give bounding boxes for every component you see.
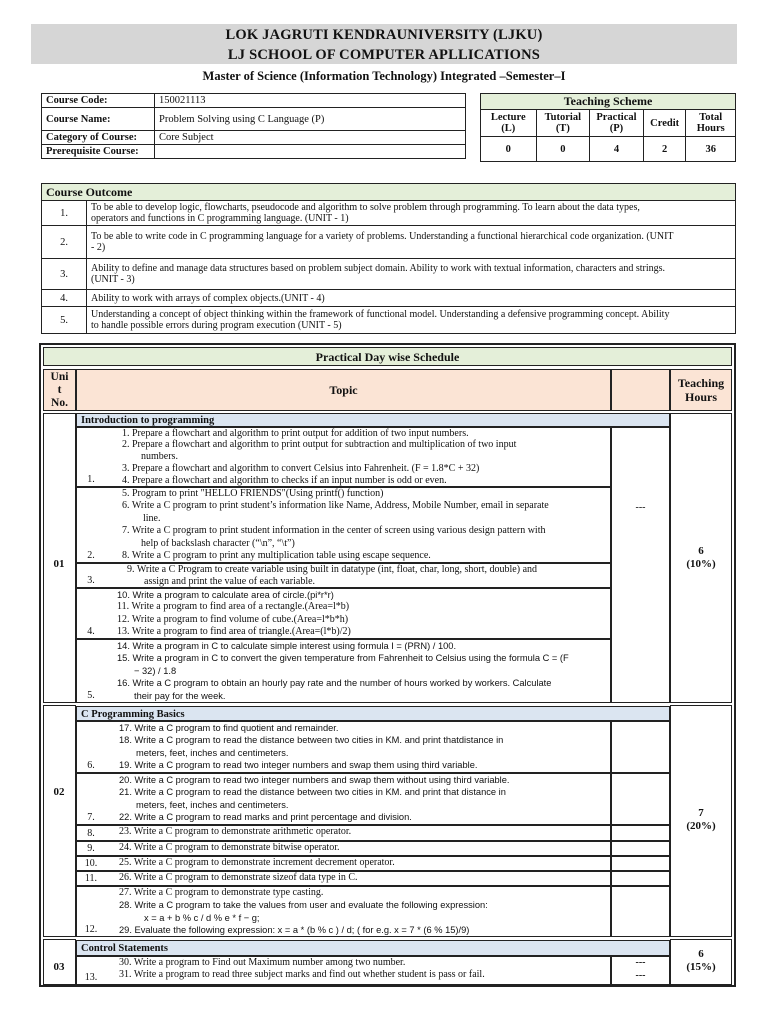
teaching-hours — [669, 948, 733, 974]
program-line: 14. Write a program in C to calculate simple interest using formula I = (PRN) / 100. — [117, 640, 457, 651]
row-number: 6. — [87, 760, 95, 771]
program-line: 21. Write a C program to read the distance between two cities in KM. and print that distance in — [119, 787, 506, 797]
program-line: 25. Write a C program to demonstrate increment decrement operator. — [119, 856, 395, 868]
teaching-hours-line: (10%) — [686, 558, 716, 570]
course-outcome-row — [42, 201, 736, 226]
program-line: meters, feet, inches and centimeters. — [136, 747, 289, 758]
program-line: line. — [143, 512, 161, 524]
program-line: 23. Write a C program to demonstrate arithmetic operator. — [119, 825, 352, 837]
unit-number: 02 — [53, 786, 65, 798]
program-line: 9. Write a C Program to create variable using built in datatype (int, float, char, long, short, double) and — [127, 563, 538, 575]
blank-cell — [611, 856, 670, 871]
program-line: 31. Write a program to read three subject marks and find out whether student is pass or fail. — [119, 969, 485, 980]
teaching-scheme-title: Teaching Scheme — [481, 94, 736, 110]
program-line: 18. Write a C program to read the distance between two cities in KM. and print thatdistance in — [119, 735, 504, 745]
course-name-value: Problem Solving using C Language (P) — [155, 108, 466, 131]
category-value: Core Subject — [155, 131, 466, 145]
course-outcome-table — [41, 183, 736, 334]
program-line: 20. Write a C program to read two integer numbers and swap them without using third variable. — [119, 774, 510, 785]
program-line: 4. Prepare a flowchart and algorithm to checks if an input number is odd or even. — [122, 474, 447, 486]
dash-mark: --- — [635, 970, 646, 981]
course-name-label: Course Name: — [42, 108, 155, 131]
course-outcome-number: 3. — [42, 259, 87, 290]
program-line: 27. Write a C program to demonstrate type casting. — [119, 886, 324, 898]
course-outcome-line: To be able to develop logic, flowcharts, pseudocode and algorithm to solve problem through programming. To learn about the data types, — [91, 202, 640, 213]
program-line: 5. Program to print "HELLO FRIENDS"(Using printf() function) — [122, 487, 384, 499]
row-number: 9. — [87, 843, 95, 854]
program-line: 8. Write a C program to print any multiplication table using escape sequence. — [122, 550, 431, 561]
teaching-hours-line: 6 — [698, 948, 704, 960]
course-outcome-number: 5. — [42, 307, 87, 334]
hours-column-header — [670, 369, 732, 411]
teaching-scheme-value: 4 — [590, 137, 644, 162]
program-line: 2. Prepare a flowchart and algorithm to print output for subtraction and multiplication of two input — [122, 439, 517, 451]
teaching-hours — [669, 807, 733, 833]
program-line: help of backslash character (“\n”, “\t”) — [141, 537, 295, 549]
teaching-scheme-header-line: Hours — [696, 123, 725, 134]
unit-number: 03 — [53, 961, 65, 973]
program-line: 11. Write a program to find area of a rectangle.(Area=l*b) — [117, 601, 350, 612]
course-outcome-row — [42, 290, 736, 307]
unit-number: 01 — [53, 558, 65, 570]
topic-column-header: Topic — [76, 369, 611, 411]
section-title: Control Statements — [76, 940, 670, 956]
university-name: LOK JAGRUTI KENDRAUNIVERSITY (LJKU) — [225, 27, 543, 43]
prerequisite-label: Prerequisite Course: — [42, 145, 155, 159]
course-outcome-number: 2. — [42, 226, 87, 259]
unit-cell — [43, 705, 76, 937]
course-info-table — [41, 93, 466, 159]
course-outcome-line: to handle possible errors during program execution (UNIT - 5) — [91, 320, 342, 331]
section-title: C Programming Basics — [76, 706, 670, 721]
teaching-hours-line: (20%) — [686, 820, 716, 832]
row-number: 13. — [84, 972, 98, 983]
course-outcome-line: operators and functions in C programming language. (UNIT - 1) — [91, 213, 349, 224]
course-outcome-row — [42, 307, 736, 334]
program-line: 3. Prepare a flowchart and algorithm to convert Celsius into Fahrenheit. (F = 1.8*C + 32) — [122, 462, 480, 474]
course-outcome-number: 1. — [42, 201, 87, 226]
course-outcome-row — [42, 226, 736, 259]
schedule-title: Practical Day wise Schedule — [43, 347, 732, 366]
teaching-scheme-value: 2 — [643, 137, 686, 162]
teaching-scheme-value: 0 — [481, 137, 537, 162]
program-line: numbers. — [141, 451, 178, 463]
teaching-scheme-header-line: Credit — [650, 117, 680, 129]
program-line: assign and print the value of each variable. — [144, 575, 316, 587]
program-line: their pay for the week. — [134, 690, 226, 701]
row-number: 10. — [84, 858, 98, 869]
section-title: Introduction to programming — [76, 413, 670, 427]
course-code-label: Course Code: — [42, 94, 155, 108]
teaching-scheme-header — [643, 110, 686, 137]
teaching-scheme-value: 36 — [686, 137, 736, 162]
teaching-scheme-header — [686, 110, 736, 137]
course-code-value: 150021113 — [155, 94, 466, 108]
program-line: 13. Write a program to find area of triangle.(Area=(l*b)/2) — [117, 626, 351, 637]
teaching-scheme-header-line: Lecture — [490, 112, 526, 123]
program-line: meters, feet, inches and centimeters. — [136, 799, 289, 810]
prerequisite-value — [155, 145, 466, 159]
teaching-scheme-header-line: (L) — [501, 123, 516, 134]
dash-mark: --- — [635, 502, 646, 513]
teaching-scheme-header — [590, 110, 644, 137]
category-label: Category of Course: — [42, 131, 155, 145]
unit-header-line: Uni — [50, 371, 69, 383]
program-line: 22. Write a C program to read marks and print percentage and division. — [119, 812, 412, 822]
course-outcome-text — [87, 201, 736, 226]
program-line: 6. Write a C program to print student’s information like Name, Address, Mobile Number, email in separate — [122, 500, 549, 511]
teaching-scheme-header-line: (P) — [609, 123, 624, 134]
course-outcome-row — [42, 259, 736, 290]
teaching-scheme-value: 0 — [536, 137, 590, 162]
program-line: 29. Evaluate the following expression: x = a * (b % c ) / d; ( for e.g. x = 7 * (6 % 15)/9) — [119, 925, 470, 935]
program-line: 30. Write a program to Find out Maximum number among two number. — [119, 956, 406, 968]
program-line: 1. Prepare a flowchart and algorithm to print output for addition of two input numbers. — [122, 427, 469, 439]
row-number: 8. — [87, 828, 95, 839]
course-outcome-text — [87, 290, 736, 307]
course-outcome-line: - 2) — [91, 242, 106, 253]
teaching-hours — [669, 545, 733, 571]
program-title: Master of Science (Information Technology) Integrated –Semester–I — [202, 69, 566, 83]
blank-cell — [611, 825, 670, 841]
course-outcome-number: 4. — [42, 290, 87, 307]
blank-cell — [611, 886, 670, 937]
teaching-scheme-header-line: Tutorial — [544, 112, 581, 123]
course-outcome-text — [87, 226, 736, 259]
course-outcome-line: Ability to define and manage data structures based on problem subject domain. Ability to work with textual information, characters and strings. — [91, 263, 666, 274]
program-line: 10. Write a program to calculate area of circle.(pi*r*r) — [117, 589, 334, 600]
teaching-scheme-header-line: (T) — [555, 123, 570, 134]
unit-header-line: t — [57, 384, 62, 396]
row-number: 3. — [87, 575, 95, 586]
row-number: 1. — [87, 474, 95, 485]
course-outcome-text — [87, 307, 736, 334]
teaching-scheme-header — [481, 110, 537, 137]
course-outcome-text — [87, 259, 736, 290]
course-outcome-line: Understanding a concept of object thinking within the framework of functional model. Understanding a defensive programming concept. Ability — [91, 309, 670, 320]
course-outcome-line: (UNIT - 3) — [91, 274, 135, 285]
teaching-scheme-header-line: Practical — [596, 112, 637, 123]
blank-cell — [611, 841, 670, 856]
program-line: 28. Write a C program to take the values from user and evaluate the following expression: — [119, 900, 488, 910]
program-line: x = a + b % c / d % e * f − g; — [144, 912, 260, 923]
program-line: 17. Write a C program to find quotient and remainder. — [119, 722, 339, 733]
program-line: 12. Write a program to find volume of cube.(Area=l*b*h) — [117, 613, 349, 625]
university-header — [31, 24, 737, 64]
row-number: 2. — [87, 550, 95, 561]
teaching-hours-line: 6 — [698, 545, 704, 557]
row-number: 12. — [84, 924, 98, 935]
blank-column-header — [611, 369, 670, 411]
unit-header-line: No. — [51, 397, 68, 409]
program-line: 24. Write a C program to demonstrate bitwise operator. — [119, 841, 340, 853]
school-name: LJ SCHOOL OF COMPUTER APLLICATIONS — [227, 47, 541, 63]
program-line: 19. Write a C program to read two integer numbers and swap them using third variable. — [119, 760, 478, 770]
row-number: 11. — [84, 873, 98, 884]
course-outcome-title: Course Outcome — [42, 184, 736, 201]
course-outcome-line: Ability to work with arrays of complex objects.(UNIT - 4) — [91, 292, 325, 304]
teaching-scheme-header-line: Total — [699, 112, 723, 123]
program-line: 15. Write a program in C to convert the given temperature from Fahrenheit to Celsius using the formula C = (F — [117, 653, 569, 663]
row-number: 4. — [87, 626, 95, 637]
teaching-scheme-table — [480, 93, 736, 162]
blank-cell — [611, 871, 670, 886]
teaching-hours-line: 7 — [698, 807, 704, 819]
row-number: 5. — [87, 690, 95, 701]
program-line: 16. Write a C program to obtain an hourly pay rate and the number of hours worked by workers. Calculate — [117, 678, 552, 688]
program-line: 26. Write a C program to demonstrate sizeof data type in C. — [119, 871, 358, 883]
blank-cell — [611, 721, 670, 773]
hours-header-line: Teaching — [677, 376, 725, 390]
program-line: 7. Write a C program to print student information in the center of screen using various design pattern with — [122, 525, 546, 536]
dash-mark: --- — [635, 957, 646, 968]
teaching-hours-line: (15%) — [686, 961, 716, 973]
blank-cell — [611, 427, 670, 703]
program-line: − 32) / 1.8 — [134, 665, 177, 676]
course-outcome-line: To be able to write code in C programming language for a variety of problems. Understanding a functional hierarchical code organization. (UNIT — [91, 231, 674, 242]
teaching-scheme-header — [536, 110, 590, 137]
row-number: 7. — [87, 812, 95, 823]
hours-header-line: Hours — [684, 390, 717, 404]
blank-cell — [611, 773, 670, 825]
unit-column-header — [43, 369, 76, 411]
